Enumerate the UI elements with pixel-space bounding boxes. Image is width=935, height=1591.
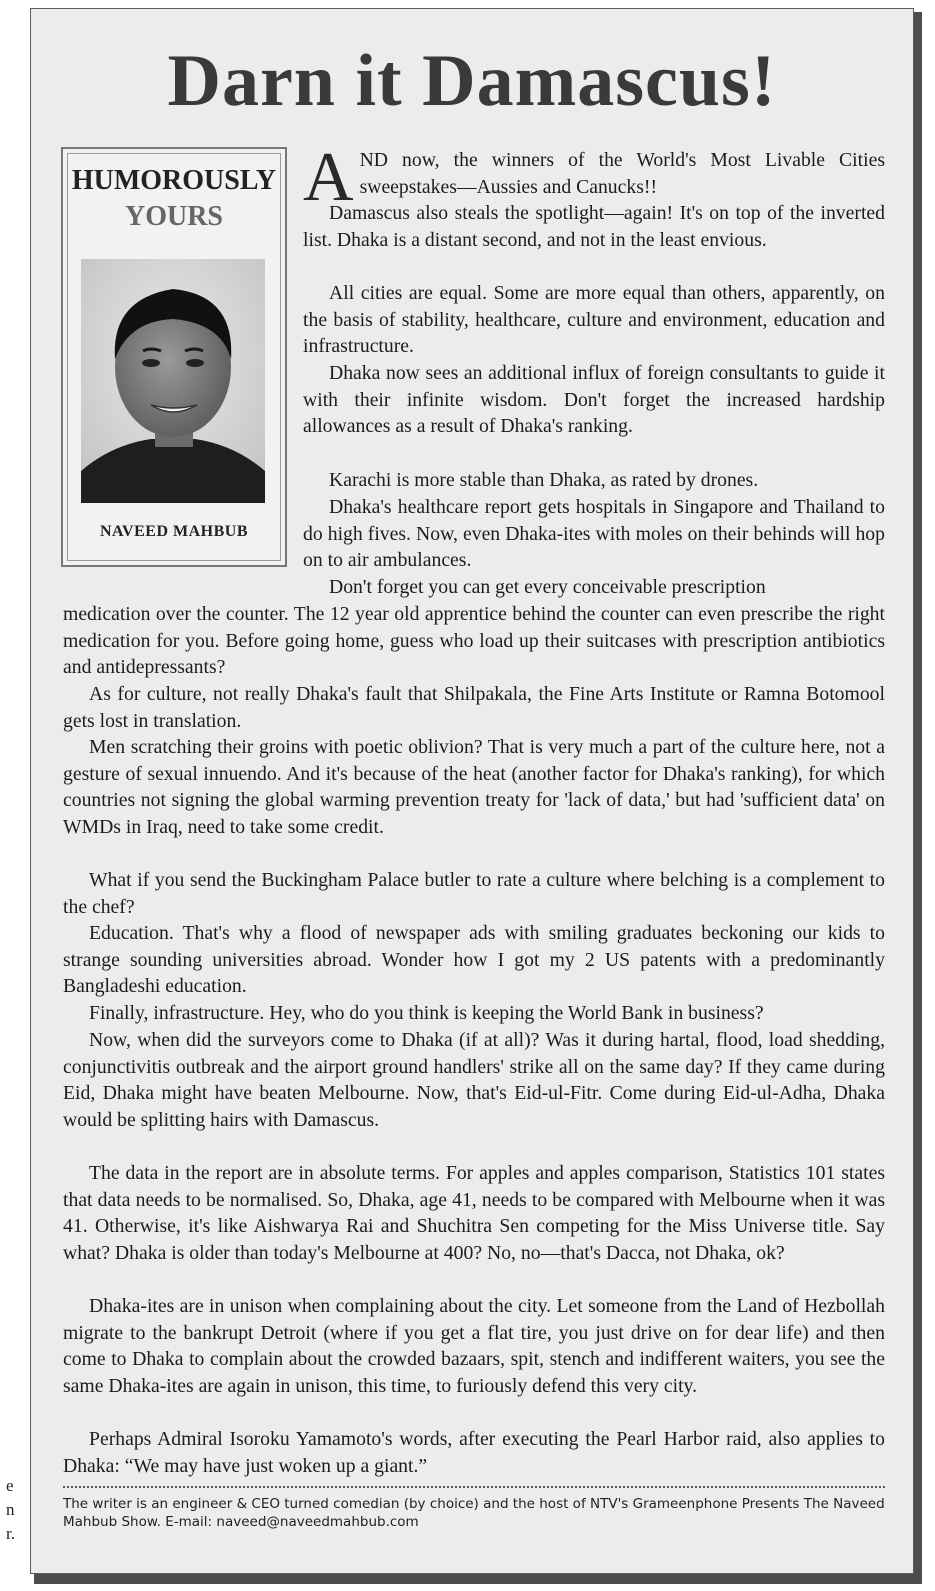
column-label-line1: HUMOROUSLY <box>71 165 277 196</box>
paragraph-intro <box>303 139 885 216</box>
paragraph: Now, when did the surveyors come to Dhaka (if at all)? Was it during hartal, flood, load shedding, conjunctivitis outbreak and the airport ground handlers' strike all on the same day? If they came during Eid, Dhaka might have beaten Melbourne. Now, that's Eid-ul-Fitr. Come during Eid-ul-Adha, Dhaka would be splitting hairs with Damascus. <box>63 1029 885 1131</box>
author-photo <box>81 259 265 503</box>
paragraph-text: ND now, the winners of the World's Most Livable Cities sweepstakes—Aussies and Canucks!! <box>359 149 885 198</box>
paragraph: Dhaka's healthcare report gets hospitals in Singapore and Thailand to do high fives. Now, even Dhaka-ites with moles on their behinds will hop on to air ambulances. <box>303 496 885 572</box>
paragraph: Karachi is more stable than Dhaka, as rated by drones. <box>329 469 759 491</box>
paragraph: The data in the report are in absolute terms. For apples and apples comparison, Statistics 101 states that data needs to be normalised. So, Dhaka, age 41, needs to be compared with Melbourne when it was 41. Otherwise, it's like Aishwarya Rai and Shuchitra Sen competing for the Miss Universe title. Say what? Dhaka is older than today's Melbourne at 400? No, no—that's Dacca, not Dhaka, ok? <box>63 1162 885 1264</box>
paragraph: Dhaka now sees an additional influx of foreign consultants to guide it with their infinite wisdom. Don't forget the increased hardship allowances as a result of Dhaka's ranking. <box>303 362 885 438</box>
author-name: NAVEED MAHBUB <box>100 523 248 540</box>
edge-fragment: n <box>6 1500 15 1519</box>
paragraph: Men scratching their groins with poetic oblivion? That is very much a part of the culture here, not a gesture of sexual innuendo. And it's because of the heat (another factor for Dhaka's ranking), for which countries not signing the global warming prevention treaty for 'lack of data,' but had 'sufficient data' on WMDs in Iraq, need to take some credit. <box>63 736 885 838</box>
author-portrait-icon <box>81 259 265 503</box>
drop-cap: A <box>303 139 354 216</box>
column-box <box>61 147 287 567</box>
paragraph: What if you send the Buckingham Palace butler to rate a culture where belching is a complement to the chef? <box>63 869 885 918</box>
article-panel <box>30 8 914 1574</box>
paragraph: Education. That's why a flood of newspaper ads with smiling graduates beckoning our kids to strange sounding universities abroad. Wonder how I got my 2 US patents with a predominantly Bangladeshi education. <box>63 922 885 998</box>
paragraph: Dhaka-ites are in unison when complaining about the city. Let someone from the Land of Hezbollah migrate to the bankrupt Detroit (where if you get a flat tire, you just drive on for dear life) and then come to Dhaka to complain about the crowded bazaars, spit, stench and indifferent waiters, you see the same Dhaka-ites are again in unison, this time, to furiously defend this very city. <box>63 1295 885 1397</box>
edge-fragment: r. <box>6 1524 15 1543</box>
paragraph: medication over the counter. The 12 year old apprentice behind the counter can even prescribe the right medication for you. Before going home, guess who load up their suitcases with prescription antibiotics and antidepressants? <box>63 603 885 679</box>
paragraph: As for culture, not really Dhaka's fault that Shilpakala, the Fine Arts Institute or Ramna Botomool gets lost in translation. <box>63 683 885 732</box>
paragraph: Perhaps Admiral Isoroku Yamamoto's words, after executing the Pearl Harbor raid, also applies to Dhaka: “We may have just woken up a giant.” <box>63 1428 885 1477</box>
column-label-line2: YOURS <box>124 201 223 232</box>
paragraph: Damascus also steals the spotlight—again! It's on top of the inverted list. Dhaka is a distant second, and not in the least envious. <box>303 202 885 251</box>
paragraph: Don't forget you can get every conceivable prescription <box>329 576 766 598</box>
paragraph: All cities are equal. Some are more equal than others, apparently, on the basis of stability, healthcare, culture and environment, education and infrastructure. <box>303 282 885 358</box>
left-page-edge <box>0 0 28 1591</box>
paragraph: Finally, infrastructure. Hey, who do you think is keeping the World Bank in business? <box>89 1002 764 1024</box>
article-headline: Darn it Damascus! <box>167 40 777 122</box>
footer-divider <box>63 1486 885 1488</box>
author-footnote: The writer is an engineer & CEO turned comedian (by choice) and the host of NTV's Grameenphone Presents The Naveed Mahbub Show. E-mail: naveed@naveedmahbub.com <box>63 1496 885 1530</box>
edge-fragment: e <box>6 1476 14 1495</box>
